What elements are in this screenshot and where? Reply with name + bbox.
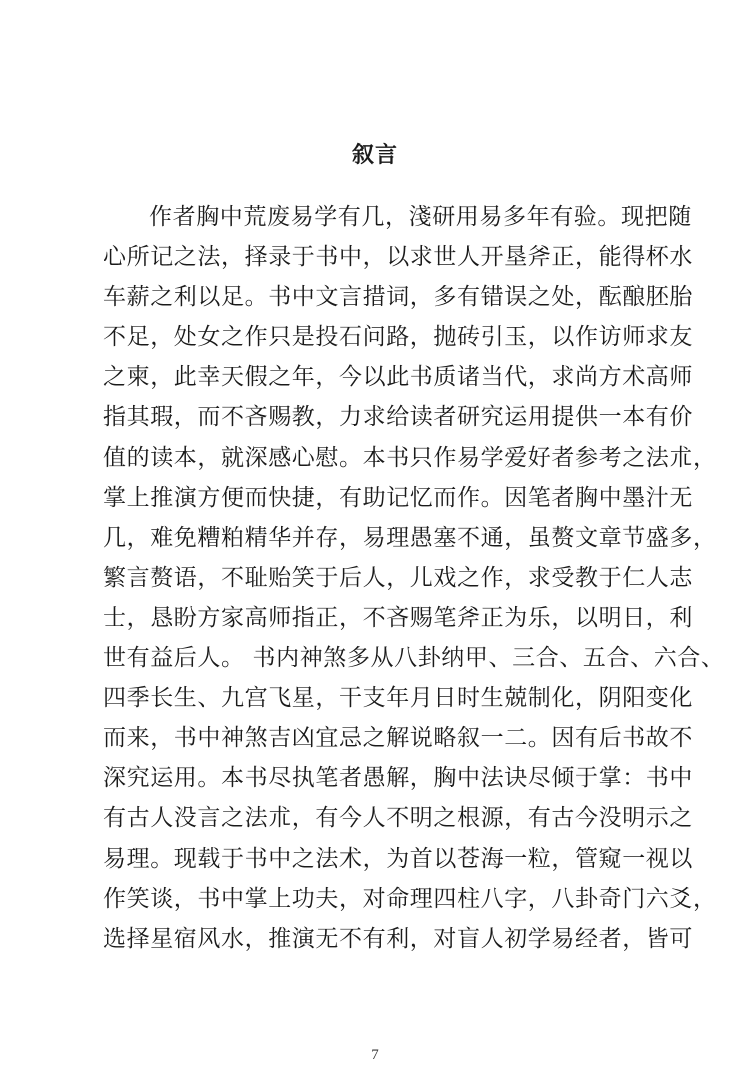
text-line: 之柬，此幸天假之年，今以此书质诸当代，求尚方术高师 <box>103 364 693 391</box>
text-line: 作笑谈，书中掌上功夫，对命理四柱八字，八卦奇门六爻， <box>103 885 717 912</box>
text-line: 值的读本，就深感心慰。本书只作易学爱好者参考之法朮， <box>103 444 717 471</box>
text-line: 作者胸中荒废易学有几，淺研用易多年有验。现把随 <box>149 204 692 230</box>
text-line: 士，恳盼方家高师指正，不吝赐笔斧正为乐，以明日，利 <box>103 604 693 631</box>
text-line: 车薪之利以足。书中文言措词，多有错误之处，酝酿胚胎 <box>103 284 693 311</box>
text-line: 世有益后人。 书内神煞多从八卦纳甲、三合、五合、六合、 <box>103 645 725 672</box>
text-line: 深究运用。本书尽执笔者愚解，胸中法诀尽倾于掌：书中 <box>103 765 693 792</box>
text-line: 易理。现载于书中之法术，为首以苍海一粒，管窥一视以 <box>103 845 693 872</box>
text-line: 有古人没言之法朮，有今人不明之根源，有古今没明示之 <box>103 805 693 832</box>
text-line: 掌上推演方便而快捷，有助记忆而作。因笔者胸中墨汁无 <box>103 484 693 511</box>
text-line: 选择星宿风水，推演无不有利，对盲人初学易经者，皆可 <box>103 925 693 952</box>
text-line: 不足，处女之作只是投石问路，抛砖引玉，以作访师求友 <box>103 324 693 351</box>
body-paragraph <box>103 197 725 959</box>
text-line: 指其瑕，而不吝赐教，力求给读者研究运用提供一本有价 <box>103 404 693 431</box>
text-line: 四季长生、九宫飞星，干支年月日时生兢制化，阴阳变化 <box>103 685 693 712</box>
text-line: 而来，书中神煞吉凶宜忌之解说略叙一二。因有后书故不 <box>103 725 693 752</box>
page-title: 叙言 <box>351 143 398 168</box>
text-line: 心所记之法，择录于书中，以求世人开垦斧正，能得杯水 <box>103 244 693 271</box>
text-line: 繁言赘语，不耻贻笑于后人，儿戏之作，求受教于仁人志 <box>103 564 693 591</box>
text-line: 几，难免糟粕精华并存，易理愚塞不通，虽赘文章节盛多， <box>103 524 717 551</box>
page-number: 7 <box>371 1047 379 1063</box>
